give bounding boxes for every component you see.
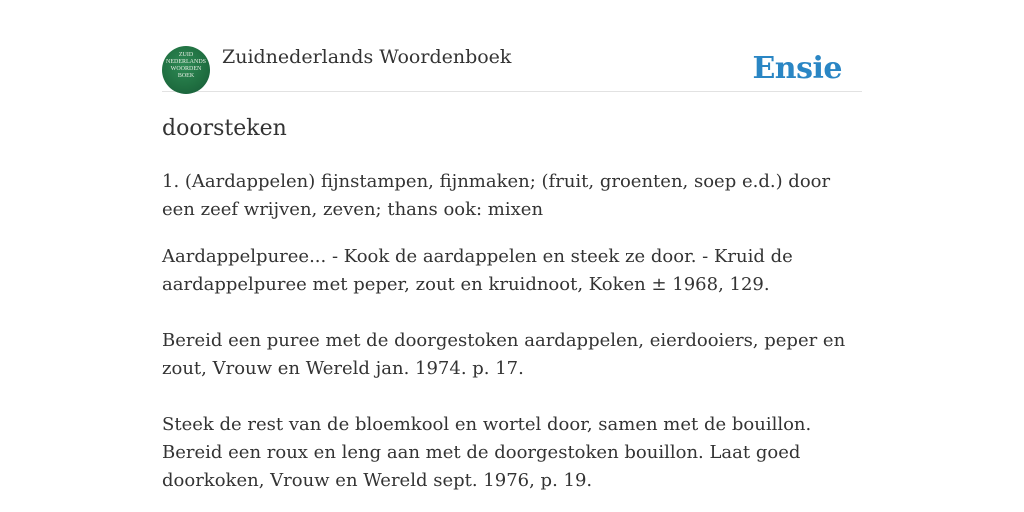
entry-quote-2: Bereid een puree met de doorgestoken aardappelen, eierdooiers, peper en zout, Vrouw en Wereld jan. 1974. p. 17. bbox=[162, 330, 846, 379]
site-title[interactable]: Zuidnederlands Woordenboek bbox=[222, 46, 512, 68]
entry-headword: doorsteken bbox=[162, 116, 287, 141]
brand-logo[interactable]: Ensie bbox=[752, 51, 842, 86]
logo-text-line-2: NEDERLANDS bbox=[166, 59, 206, 65]
entry-quote-1: Aardappelpuree... - Kook de aardappelen en steek ze door. - Kruid de aardappelpuree met peper, zout en kruidnoot, Koken ± 1968, 129. bbox=[162, 246, 793, 295]
logo-text-line-3: WOORDEN bbox=[170, 66, 202, 72]
entry-quote-3: Steek de rest van de bloemkool en wortel door, samen met de bouillon. Bereid een roux en leng aan met de doorgestoken bouillon. Laat goed doorkoken, Vrouw en Wereld sept. 1976, p. 19. bbox=[162, 414, 812, 491]
site-header bbox=[162, 40, 862, 92]
entry-definition: 1. (Aardappelen) fijnstampen, fijnmaken; (fruit, groenten, soep e.d.) door een zeef wrijven, zeven; thans ook: mixen bbox=[162, 171, 831, 220]
logo-text-line-4: BOEK bbox=[177, 73, 195, 79]
dictionary-logo[interactable] bbox=[162, 46, 210, 94]
logo-text-line-1: ZUID bbox=[178, 52, 194, 58]
logo-emblem-icon bbox=[162, 46, 210, 94]
